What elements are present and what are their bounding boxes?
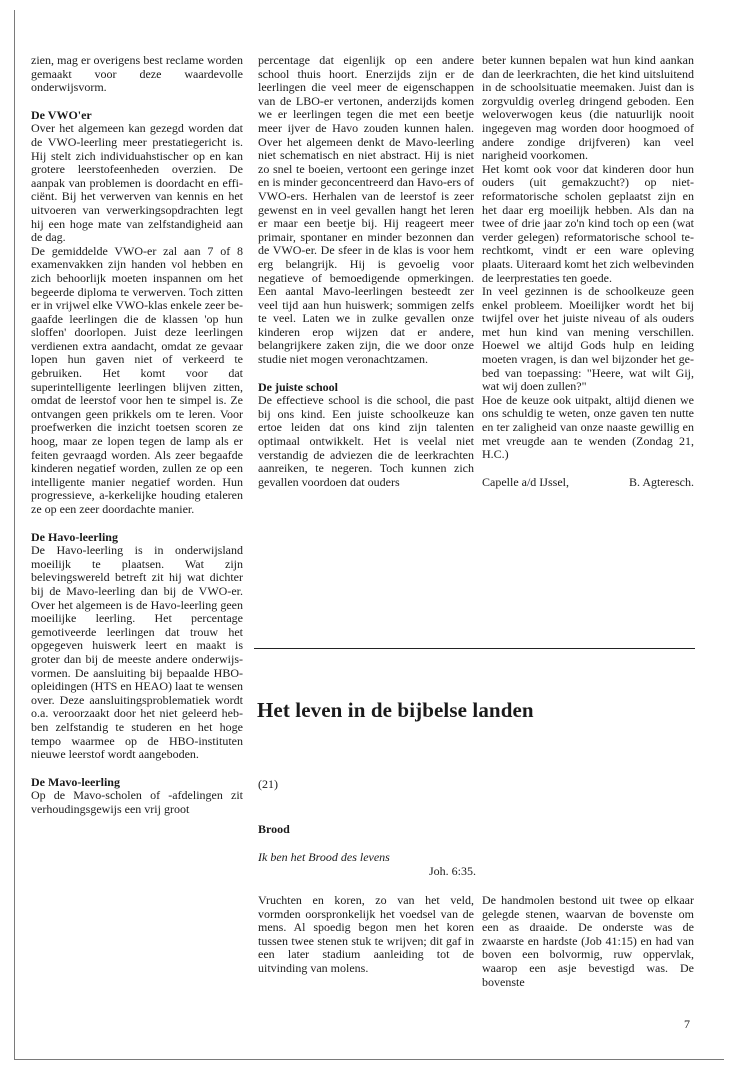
- paragraph: Het komt ook voor dat kinderen door hun ouders (uit gemakzucht?) op niet-reformatorische scholen geplaatst zijn en het daar erg moeilijk hebben. Als dan na twee of drie jaar zo'n kind toch op een (wat verder gelegen) reformatorische school terechtkomt, vindt er een ware opleving plaats. Uiteraard komt het zich welbevinden de leerprestaties ten goede.: [482, 161, 694, 285]
- column-3: [482, 54, 694, 489]
- section-divider: [254, 648, 695, 649]
- part-number: (21): [258, 777, 278, 791]
- signature-line: [482, 476, 694, 490]
- page-number: 7: [684, 1017, 690, 1031]
- paragraph: beter kunnen bepalen wat hun kind aankan dan de leerkrachten, die het kind uitsluitend in de schoolsituatie meemaken. Juist dan is zorgvuldig overleg dringend geboden. Een weloverwogen keus (die natuurlijk nooit ingegeven mag worden door hoogmoed of andere zondige drijfveren) kan veel narigheid voorkomen.: [482, 53, 694, 163]
- paragraph: percentage dat eigenlijk op een andere school thuis hoort. Enerzijds zijn er de leerlingen die veel meer de eigenschappen van de LBO-er vertonen, anderzijds komen we er leerlingen tegen die met een beetje meer ijver de Havo zouden kunnen halen. Over het algemeen denkt de Mavo-leerling niet schematisch en niet abstract. Hij is niet zo snel te boeien, vertoont een geringe inzet en is minder geconcentreerd dan Havo-ers of VWO-ers. Herhalen van de leerstof is zeer gewenst en in veel gevallen hangt het leren er maar een beetje bij. Hij reageert meer primair, spontaner en minder bezonnen dan de VWO-er. De sfeer in de klas is voor hem erg belangrijk. Hij is gevoelig voor negatieve of bemoedigende opmerkingen. Een aantal Mavo-leerlingen besteedt zer veel tijd aan hun huiswerk; sommigen zelfs te veel. Laten we in zulke gevallen onze kinderen erop wijzen dat er andere, belangrijkere zaken zijn, die we door onze studie niet mogen veronachtzamen.: [258, 53, 474, 367]
- paragraph: zien, mag er overigens best reclame worden gemaakt voor deze waardevolle onderwijsvorm.: [31, 53, 243, 95]
- paragraph: Over het algemeen kan gezegd worden dat de VWO-leerling meer prestatiegericht is. Hij stelt zich individuahstischer op en kan grotere leerstofeenheden overzien. De aanpak van problemen is doordacht en efficiënt. Bij het verwerven van kennis en het uitvoeren van verwerkingsopdrachten legt hij een hoge mate van zelfstandigheid aan de dag.: [31, 121, 243, 245]
- article-title: Het leven in de bijbelse landen: [257, 698, 534, 722]
- article2-column-left: [258, 894, 474, 976]
- section-heading-vwo: De VWO'er: [31, 107, 92, 122]
- epigraph: [258, 851, 476, 878]
- paragraph: Vruchten en koren, zo van het veld, vormden oorspronkelijk het voedsel van de mens. Al spoedig begon men het koren tussen twee stenen stuk te wrijven; dit gaf in een later stadium aanleiding tot de uitvinding van molens.: [258, 893, 474, 975]
- section-heading-havo: De Havo-leerling: [31, 529, 118, 544]
- paragraph: De effectieve school is die school, die past bij ons kind. Een juiste schoolkeuze kan ertoe leiden dat ons kind zijn talenten optimaal ontwikkelt. Het is veelal niet verstandig de adviezen die de leerkrachten aanreiken, te negeren. Toch kunnen zich gevallen voordoen dat ouders: [258, 393, 474, 489]
- section-heading-school: De juiste school: [258, 379, 338, 394]
- quote-text: Ik ben het Brood des levens: [258, 850, 390, 864]
- article2-column-right: [482, 894, 694, 989]
- column-2: [258, 54, 474, 489]
- subheading: Brood: [258, 822, 290, 836]
- paragraph: De gemiddelde VWO-er zal aan 7 of 8 examenvakken zijn handen vol hebben en zich behoorlijk moeten inspannen om het begeerde diploma te verwerven. Toch zitten er in vrijwel elke VWO-klas enkele zeer begaafde leerlingen die de klassen 'op hun sloffen' doorlopen. Juist deze leerlingen verdienen extra aandacht, omdat ze gevaar lopen hun gaven niet of verkeerd te gebruiken. Het komt voor dat superintelligente leerlingen blijven zitten, omdat de leerstof voor hen te simpel is. Ze ontvangen geen prikkels om te leren. Voor proefwerken die inzicht toetsen scoren ze hoog, maar ze lopen tegen de lamp als er feiten gevraagd worden. Als zeer begaafde kinderen negatief worden, zullen ze op een intelligente manier negatief worden. Hun progressieve, a-kerkelijke houding etaleren ze op een zeer doordachte manier.: [31, 243, 244, 516]
- section-heading-mavo: De Mavo-leerling: [31, 774, 120, 789]
- author: B. Agteresch.: [629, 474, 694, 489]
- paragraph: In veel gezinnen is de schoolkeuze geen enkel probleem. Moeilijker wordt het bij twijfel over het juiste niveau of als ouders met hun kind van mening verschillen. Hoewel we altijd Gods hulp en leiding moeten vragen, is dan wel bijzonder het gebed van toepassing: "Heere, wat wilt Gij, wat wij doen zullen?": [482, 284, 694, 394]
- paragraph: De handmolen bestond uit twee op elkaar gelegde stenen, waarvan de bovenste om een as draaide. De onderste was de zwaarste en hardste (Job 41:15) en had van boven een bolvormig, ruw oppervlak, waarop een asje bevestigd was. De bovenste: [482, 893, 694, 989]
- place: Capelle a/d IJssel,: [482, 474, 569, 489]
- paragraph: De Havo-leerling is in onderwijsland moeilijk te plaatsen. Wat zijn belevingswereld betreft zit hij wat dichter bij de Mavo-leerling dan bij de VWO-er. Over het algemeen is de Havo-leerling geen moeilijke leerling. Het percentage gemotiveerde leerlingen dat trouw het opgegeven huiswerk leert en maakt is groter dan bij de meeste andere onderwijsvormen. De aansluiting bij bepaalde HBO-opleidingen (HTS en HEAO) laat te wensen over. Deze aansluitingsproblematiek wordt o.a. veroorzaakt door het niet geleerd hebben zelfstandig te studeren en het hoge tempo waarmee op de HBO-instituten nieuwe leerstof wordt aangeboden.: [31, 543, 243, 762]
- paragraph: Hoe de keuze ook uitpakt, altijd dienen we ons schuldig te weten, onze gaven ten nutte en ter zaligheid van onze naaste gewillig en met vreugde aan te wenden (Zondag 21, H.C.): [482, 392, 694, 462]
- column-1: [31, 54, 243, 816]
- quote-reference: Joh. 6:35.: [428, 863, 476, 878]
- paragraph: Op de Mavo-scholen of -afdelingen zit verhoudingsgewijs een vrij groot: [31, 788, 243, 816]
